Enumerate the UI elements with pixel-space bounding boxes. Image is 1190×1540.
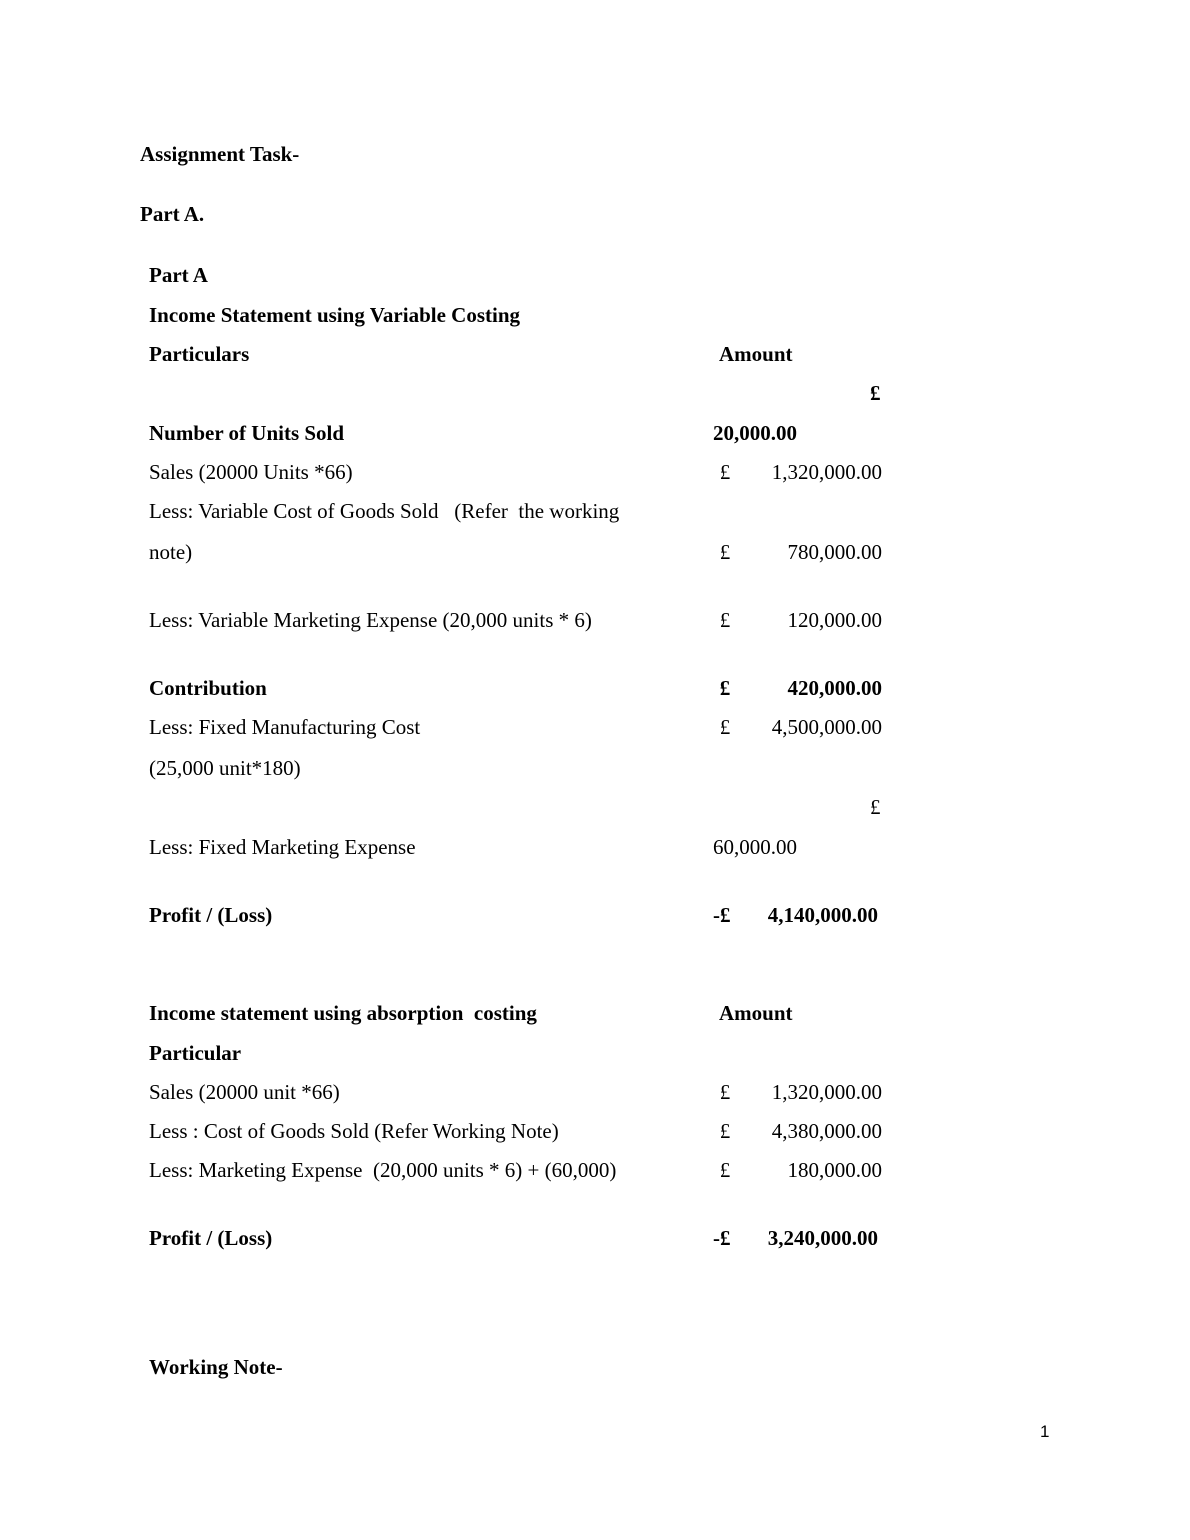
fixed-marketing-currency: £ <box>870 795 881 819</box>
variable-profit-label: Profit / (Loss) <box>149 903 273 927</box>
fixed-manufacturing-currency: £ <box>719 715 731 739</box>
units-sold-value: 20,000.00 <box>713 421 797 445</box>
working-note-heading: Working Note- <box>149 1355 283 1379</box>
absorption-cogs-label: Less : Cost of Goods Sold (Refer Working Note) <box>149 1119 559 1143</box>
absorption-costing-title: Income statement using absorption costing <box>149 1001 537 1025</box>
variable-marketing-amount: 120,000.00 <box>787 608 882 632</box>
part-heading: Part A. <box>140 202 205 226</box>
absorption-sales-amount: 1,320,000.00 <box>771 1080 882 1104</box>
part-label: Part A <box>149 263 208 287</box>
absorption-cogs-amount: 4,380,000.00 <box>771 1119 882 1143</box>
fixed-manufacturing-label: Less: Fixed Manufacturing Cost <box>149 715 421 739</box>
absorption-profit-amount: 3,240,000.00 <box>767 1226 878 1250</box>
fixed-marketing-amount: 60,000.00 <box>713 835 797 859</box>
absorption-sales-label: Sales (20000 unit *66) <box>149 1080 340 1104</box>
variable-cogs-label-line1: Less: Variable Cost of Goods Sold (Refer the working <box>149 499 620 523</box>
contribution-label: Contribution <box>149 676 267 700</box>
fixed-manufacturing-detail: (25,000 unit*180) <box>149 756 301 780</box>
sales-label: Sales (20000 Units *66) <box>149 460 353 484</box>
units-sold-label: Number of Units Sold <box>149 421 345 445</box>
absorption-marketing-amount: 180,000.00 <box>787 1158 882 1182</box>
sales-amount: 1,320,000.00 <box>771 460 882 484</box>
absorption-marketing-currency: £ <box>719 1158 731 1182</box>
fixed-marketing-label: Less: Fixed Marketing Expense <box>149 835 416 859</box>
absorption-profit-label: Profit / (Loss) <box>149 1226 273 1250</box>
sales-currency: £ <box>719 460 731 484</box>
variable-marketing-currency: £ <box>719 608 731 632</box>
variable-profit-currency: -£ <box>713 903 731 927</box>
absorption-amount-header: Amount <box>719 1001 793 1025</box>
variable-marketing-label: Less: Variable Marketing Expense (20,000 units * 6) <box>149 608 592 632</box>
amount-header: Amount <box>719 342 793 366</box>
page-number: 1 <box>1040 1422 1050 1441</box>
variable-costing-title: Income Statement using Variable Costing <box>149 303 521 327</box>
variable-cogs-amount: 780,000.00 <box>787 540 882 564</box>
contribution-amount: 420,000.00 <box>787 676 882 700</box>
contribution-currency: £ <box>719 676 731 700</box>
currency-header: £ <box>870 381 881 405</box>
variable-profit-amount: 4,140,000.00 <box>767 903 878 927</box>
particulars-header: Particulars <box>149 342 250 366</box>
absorption-marketing-label: Less: Marketing Expense (20,000 units * 6) + (60,000) <box>149 1158 617 1182</box>
absorption-cogs-currency: £ <box>719 1119 731 1143</box>
variable-cogs-currency: £ <box>719 540 731 564</box>
absorption-sales-currency: £ <box>719 1080 731 1104</box>
fixed-manufacturing-amount: 4,500,000.00 <box>771 715 882 739</box>
absorption-profit-currency: -£ <box>713 1226 731 1250</box>
variable-cogs-label-line2: note) <box>149 540 193 564</box>
assignment-title: Assignment Task- <box>140 142 300 166</box>
particular-header: Particular <box>149 1041 242 1065</box>
